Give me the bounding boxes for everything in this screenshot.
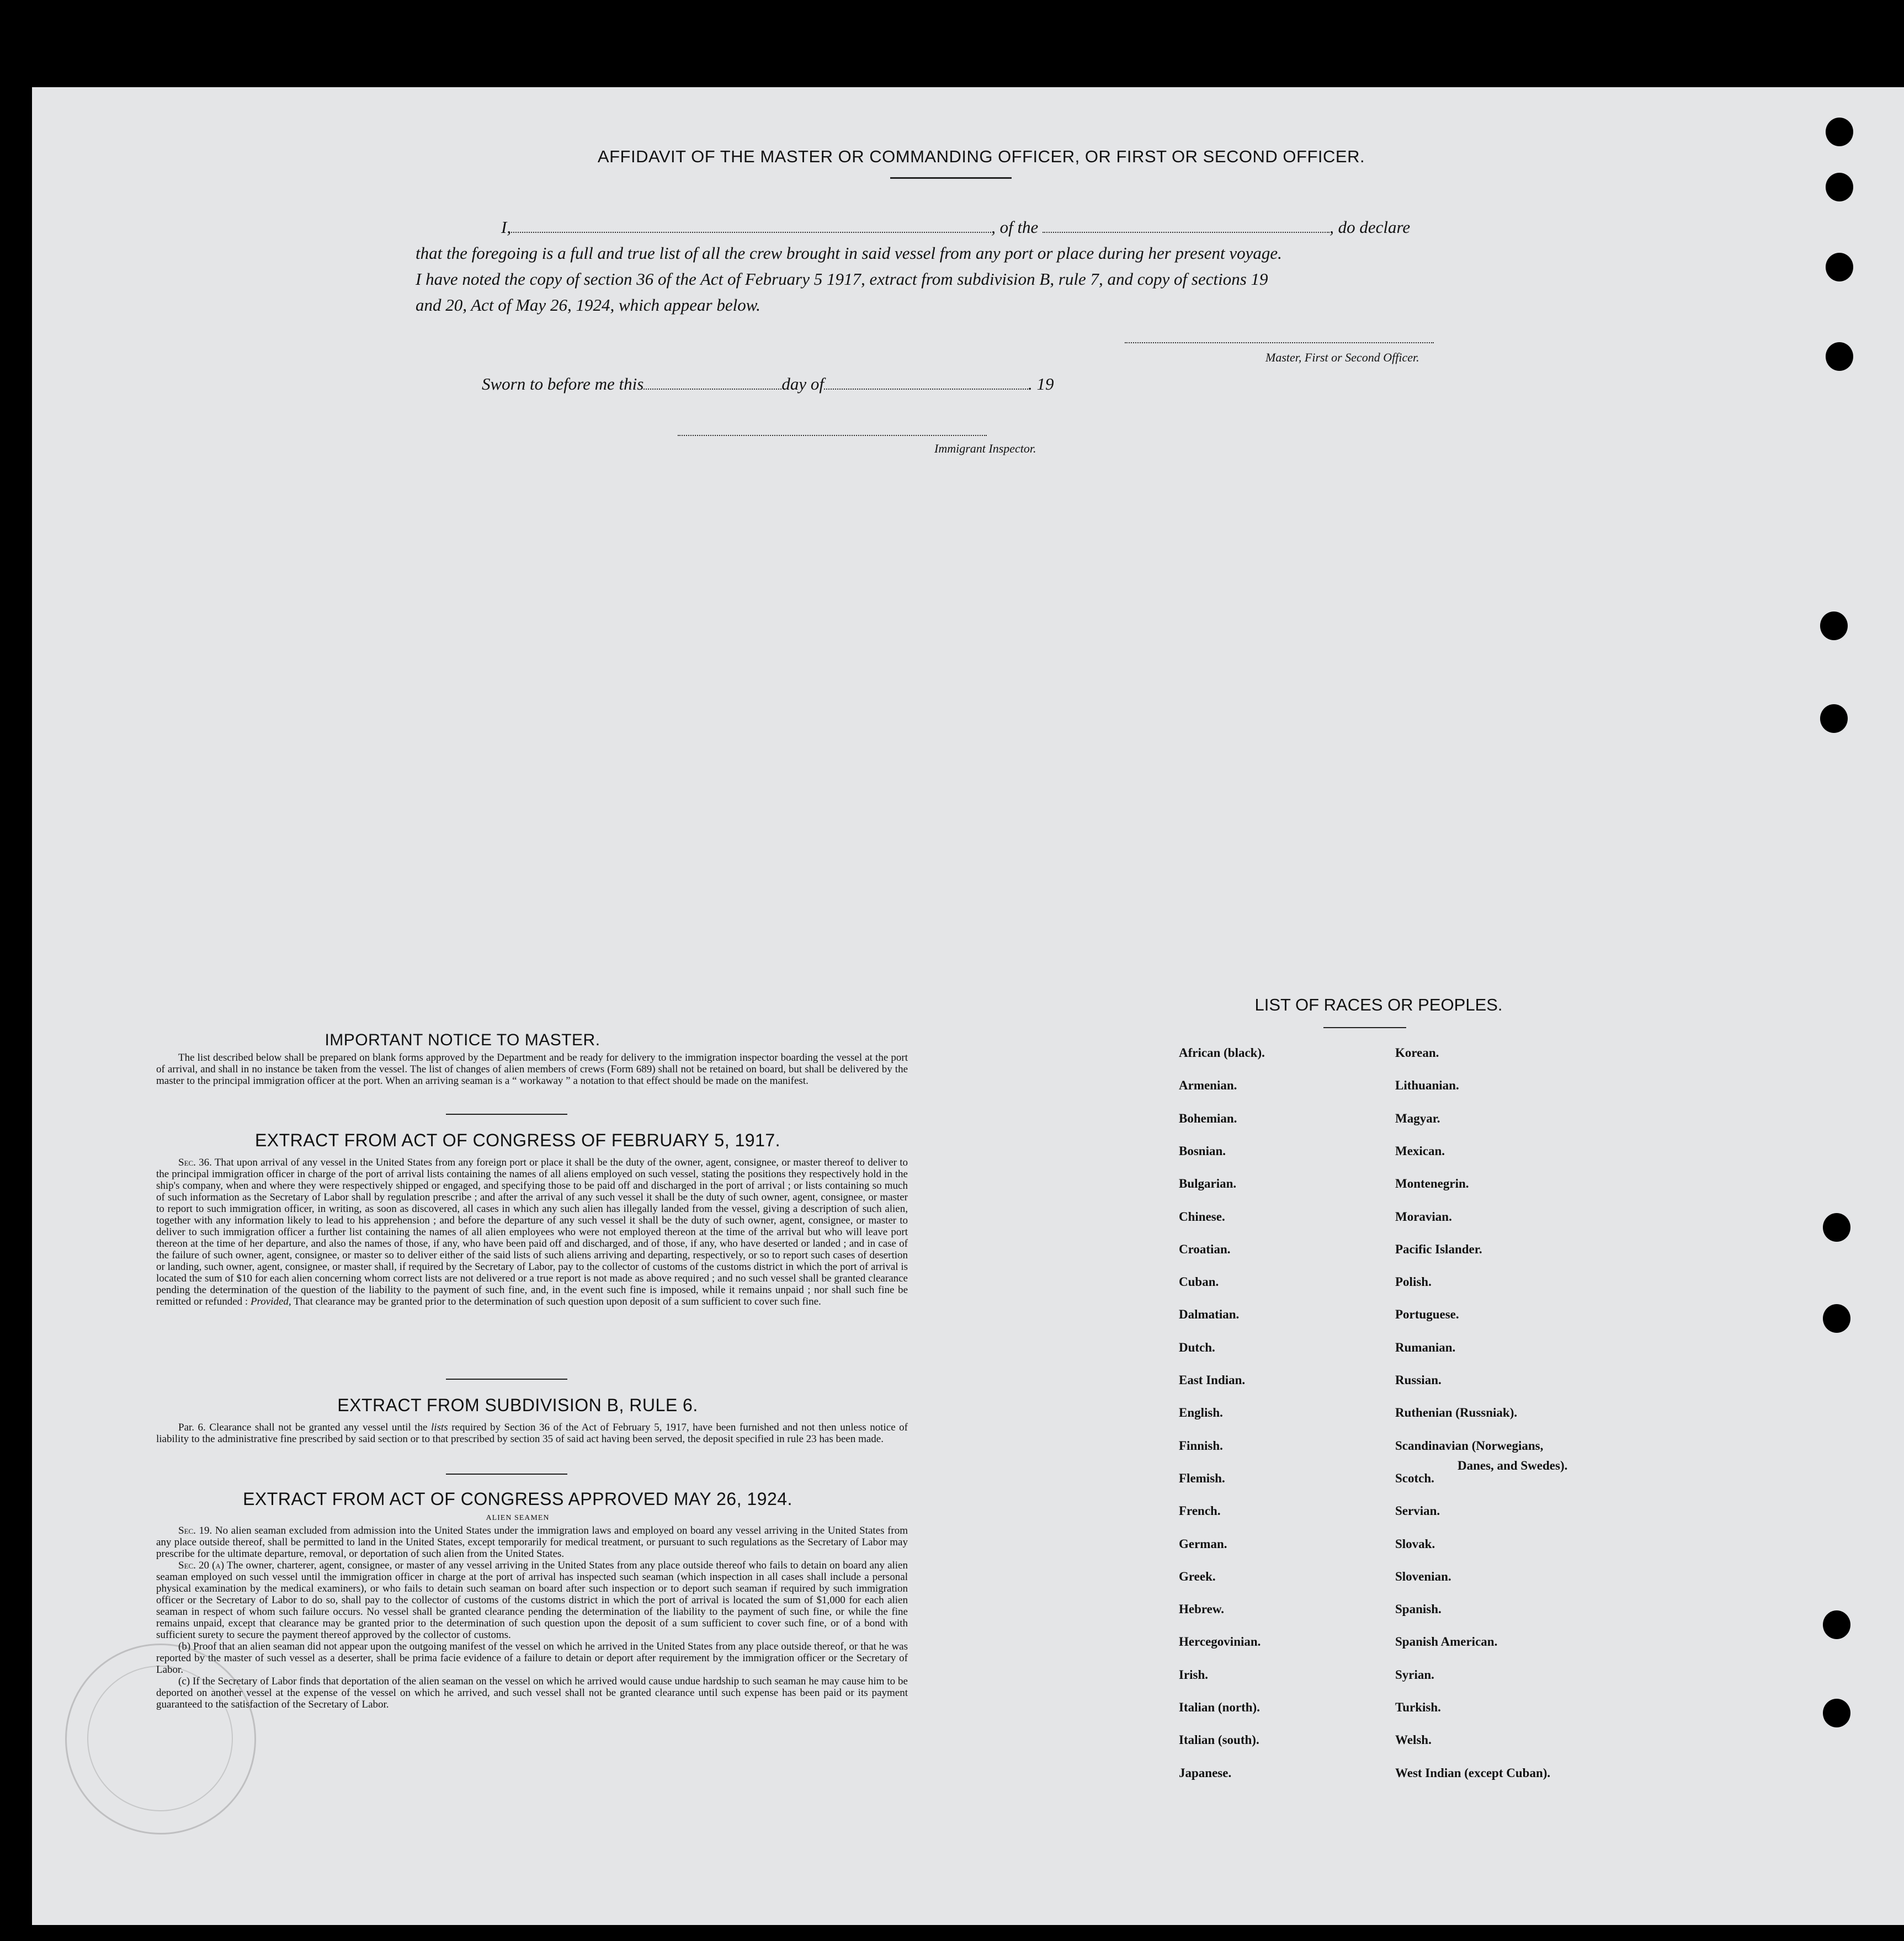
sec-19-text: No alien seaman excluded from admission into the United States under the immigration laws and employed on board any vessel arriving in the United States from any place outside thereof, shall be permitted to land in the United States, except temporarily for medical treatment, or pursuant to such regulations as the Secretary of Labor may prescribe for the ultimate departure, removal, or deportation of such alien from the United States.	[156, 1525, 908, 1560]
document-sheet	[32, 87, 1904, 1925]
year-label: . 19	[1028, 374, 1054, 393]
signature-line[interactable]	[1125, 342, 1434, 343]
race-item: Servian.	[1395, 1504, 1440, 1518]
affidavit-line-4: and 20, Act of May 26, 1924, which appear below.	[416, 295, 760, 315]
punch-hole	[1826, 173, 1853, 201]
punch-hole	[1823, 1304, 1850, 1333]
race-item: Welsh.	[1395, 1733, 1432, 1747]
punch-hole	[1823, 1610, 1850, 1639]
par-6-text-a: Clearance shall not be granted any vessel until the	[209, 1422, 428, 1433]
sec-36-text: That upon arrival of any vessel in the United States from any foreign port or place it shall be the duty of the owner, agent, consignee, or master thereof to deliver to the principal immigration officer in charge of the port of arrival lists containing the names of all aliens employed on such vessel, stating the positions they respectively hold in the ship's company, when and where they were respectively shipped or engaged, and specifying those to be paid off and discharged in the port of arrival ; or lists containing so much of such information as the Secretary of Labor shall by regulation prescribe ; and after the arrival of any such vessel it shall be the duty of such owner, agent, consignee, or master to report to such immigration officer, in writing, as soon as discovered, all cases in which any such alien has illegally landed from the vessel, giving a description of such alien, together with any information likely to lead to his apprehension ; and before the departure of any such vessel it shall be the duty of such owner, agent, consignee, or master to deliver to such immigration officer a further list containing the names of all alien employees who were not employed thereon at the time of the arrival but who will leave port thereon at the time of her departure, and also the names of those, if any, who have been paid off and discharged, and of those, if any, who have deserted or landed ; and in case of the failure of such owner, agent, consignee, or master so to deliver either of the said lists of such aliens arriving and departing, respectively, or so to report such cases of desertion or landing, such owner, agent, consignee, or master shall, if required by the Secretary of Labor, pay to the collector of customs of the customs district in which the port of arrival is located the sum of $10 for each alien concerning whom correct lists are not delivered or a true report is not made as above required ; and no such vessel shall be granted clearance pending the determination of the question of the liability to the payment of such fine, and, in the event such fine is imposed, while it remains unpaid ; nor shall such fine be remitted or refunded :	[156, 1157, 908, 1307]
race-item: Hercegovinian.	[1179, 1635, 1261, 1649]
race-item: Polish.	[1395, 1275, 1432, 1289]
sec-20c-paragraph: (c) If the Secretary of Labor finds that deportation of the alien seaman on the vessel on which he arrived would cause undue hardship to such seaman he may cause him to be deported on another vessel at the expense of the vessel on which he arrived, and such vessel shall not be granted clearance until such expense has been paid or its payment guaranteed to the satisfaction of the Secretary of Labor.	[156, 1676, 908, 1710]
day-field[interactable]	[643, 376, 781, 390]
punch-hole	[1820, 611, 1848, 640]
punch-hole	[1820, 704, 1848, 733]
race-item: Rumanian.	[1395, 1340, 1456, 1354]
extract-1917-title: EXTRACT FROM ACT OF CONGRESS OF FEBRUARY 5, 1917.	[254, 1130, 781, 1150]
sec-20a-text: The owner, charterer, agent, consignee, or master of any vessel arriving in the United States from any place outside thereof who fails to detain on board any alien seaman employed on such vessel until the immigration officer in charge at the port of arrival has inspected such seaman (which inspection in all cases shall include a personal physical examination by the medical examiners), or who fails to detain such seaman on board after such inspection or to deport such seaman if required by such immigration officer or the Secretary of Labor to do so, shall pay to the collector of customs of the customs district in which the port of arrival is located the sum of $1,000 for each alien seaman in respect of whom such failure occurs. No vessel shall be granted clearance pending the determination of the liability to the payment of such fine, or while the fine remains unpaid, except that clearance may be granted prior to the determination of such question upon the deposit of a sum sufficient to cover such fine, or of a bond with sufficient surety to secure the payment thereof approved by the collector of customs.	[156, 1560, 908, 1641]
punch-hole	[1826, 253, 1853, 281]
par-6-label: Par. 6.	[178, 1422, 206, 1433]
day-of-label: day of	[781, 374, 824, 393]
race-item: Dalmatian.	[1179, 1307, 1240, 1322]
race-item: Slovenian.	[1395, 1569, 1451, 1583]
race-item: German.	[1179, 1536, 1227, 1551]
punch-hole	[1823, 1213, 1850, 1242]
race-item: Flemish.	[1179, 1471, 1225, 1485]
race-item: Irish.	[1179, 1667, 1209, 1682]
race-item: East Indian.	[1179, 1373, 1246, 1387]
sec-20a-label: Sec. 20 (a)	[178, 1560, 225, 1571]
vessel-field[interactable]	[1043, 220, 1329, 233]
sec-19-label: Sec. 19.	[178, 1525, 212, 1536]
affidavit-line-3: I have noted the copy of section 36 of the Act of February 5 1917, extract from subdivision B, rule 7, and copy of sections 19	[416, 269, 1268, 289]
race-item: English.	[1179, 1406, 1223, 1420]
divider	[446, 1474, 567, 1475]
signature-label: Master, First or Second Officer.	[1265, 350, 1419, 364]
race-item: Slovak.	[1395, 1536, 1435, 1551]
race-item: Moravian.	[1395, 1209, 1452, 1224]
race-item: Magyar.	[1395, 1111, 1440, 1125]
race-item: Syrian.	[1395, 1667, 1434, 1682]
affidavit-body	[416, 214, 1503, 318]
race-item: Finnish.	[1179, 1438, 1223, 1453]
affidavit-line-2: that the foregoing is a full and true list of all the crew brought in said vessel from any port or place during her present voyage.	[416, 243, 1282, 263]
race-item: West Indian (except Cuban).	[1395, 1765, 1551, 1780]
race-item: Pacific Islander.	[1395, 1242, 1482, 1256]
race-item: Ruthenian (Russniak).	[1395, 1406, 1518, 1420]
sworn-line	[482, 374, 1054, 394]
race-item: Scandinavian (Norwegians,	[1395, 1438, 1544, 1453]
race-item: Dutch.	[1179, 1340, 1215, 1354]
sec-36-text-end: That clearance may be granted prior to the determination of such question upon deposit of a sum sufficient to cover such fine.	[294, 1296, 821, 1307]
race-item: Lithuanian.	[1395, 1078, 1459, 1093]
race-item: Croatian.	[1179, 1242, 1231, 1256]
do-declare-label: , do declare	[1329, 217, 1411, 237]
affidavit-line-1	[416, 214, 1503, 240]
affidavit-title: AFFIDAVIT OF THE MASTER OR COMMANDING OFFICER, OR FIRST OR SECOND OFFICER.	[597, 147, 1365, 166]
race-item: Italian (south).	[1179, 1733, 1259, 1747]
race-item: Portuguese.	[1395, 1307, 1459, 1322]
extract-1917-text	[156, 1157, 908, 1307]
race-item: French.	[1179, 1504, 1221, 1518]
month-field[interactable]	[824, 376, 1028, 390]
race-item: Japanese.	[1179, 1765, 1232, 1780]
provided-word: Provided,	[250, 1296, 291, 1307]
inspector-signature-line[interactable]	[678, 435, 987, 436]
alien-seamen-subtitle: ALIEN SEAMEN	[486, 1514, 550, 1522]
name-field[interactable]	[511, 220, 991, 233]
sworn-label: Sworn to before me this	[482, 374, 644, 393]
race-item: Bulgarian.	[1179, 1177, 1237, 1191]
race-item: Bosnian.	[1179, 1144, 1226, 1158]
sec-20a-paragraph	[156, 1560, 908, 1641]
race-item: Greek.	[1179, 1569, 1216, 1583]
divider	[446, 1379, 567, 1380]
of-the-label: , of the	[991, 217, 1039, 237]
race-item: Bohemian.	[1179, 1111, 1237, 1125]
race-item: Armenian.	[1179, 1078, 1237, 1093]
race-item: Mexican.	[1395, 1144, 1445, 1158]
race-item: Cuban.	[1179, 1275, 1219, 1289]
title-underline	[890, 177, 1012, 179]
sec-36-label: Sec. 36.	[178, 1157, 212, 1168]
sec-36-paragraph	[156, 1157, 908, 1307]
punch-hole	[1826, 342, 1853, 371]
i-label: I,	[501, 217, 512, 237]
race-item: Spanish.	[1395, 1602, 1442, 1616]
race-item: Chinese.	[1179, 1209, 1225, 1224]
rule-6-text	[156, 1422, 908, 1445]
race-item: Scotch.	[1395, 1471, 1434, 1485]
punch-hole	[1826, 118, 1853, 146]
extract-1924-text	[156, 1525, 908, 1710]
faded-seal-stamp-inner	[87, 1666, 233, 1811]
punch-hole	[1823, 1699, 1850, 1727]
races-title: LIST OF RACES OR PEOPLES.	[1254, 995, 1503, 1014]
notice-paragraph: The list described below shall be prepared on blank forms approved by the Department and be ready for delivery to the immigration inspector boarding the vessel at the port of arrival, and shall in no instance be taken from the vessel. The list of changes of alien members of crews (Form 689) shall not be retained on board, but shall be delivered by the master to the principal immigration officer at the port. When an arriving seaman is a “ workaway ” a notation to that effect should be made on the manifest.	[156, 1052, 908, 1087]
rule-6-title: EXTRACT FROM SUBDIVISION B, RULE 6.	[337, 1395, 698, 1415]
race-item: Italian (north).	[1179, 1700, 1260, 1714]
divider	[446, 1114, 567, 1115]
race-item: Spanish American.	[1395, 1635, 1498, 1649]
inspector-label: Immigrant Inspector.	[934, 442, 1036, 455]
race-item: Turkish.	[1395, 1700, 1441, 1714]
races-title-underline	[1323, 1027, 1406, 1028]
extract-1924-title: EXTRACT FROM ACT OF CONGRESS APPROVED MAY 26, 1924.	[243, 1489, 793, 1509]
notice-title: IMPORTANT NOTICE TO MASTER.	[325, 1031, 600, 1049]
race-item: Russian.	[1395, 1373, 1442, 1387]
race-item-continuation: Danes, and Swedes).	[1458, 1459, 1568, 1472]
race-item: Montenegrin.	[1395, 1177, 1469, 1191]
race-item: Hebrew.	[1179, 1602, 1224, 1616]
sec-20b-paragraph: (b) Proof that an alien seaman did not appear upon the outgoing manifest of the vessel on which he arrived in the United States from any place outside thereof, or that he was reported by the master of such vessel as a deserter, shall be prima facie evidence of a failure to detain or deport after requirement by the immigration officer or the Secretary of Labor.	[156, 1641, 908, 1676]
sec-19-paragraph	[156, 1525, 908, 1560]
race-item: African (black).	[1179, 1046, 1265, 1060]
par-6-paragraph	[156, 1422, 908, 1445]
race-item: Korean.	[1395, 1046, 1439, 1060]
notice-text	[156, 1052, 908, 1087]
lists-word: lists	[431, 1422, 448, 1433]
par-6-text-b: required by Section 36 of the Act of February 5, 1917, have been furnished and not then unless notice of liability to the administrative fine prescribed by said section or to that prescribed by section 35 of said act having been served, the deposit specified in rule 23 has been made.	[156, 1422, 908, 1445]
